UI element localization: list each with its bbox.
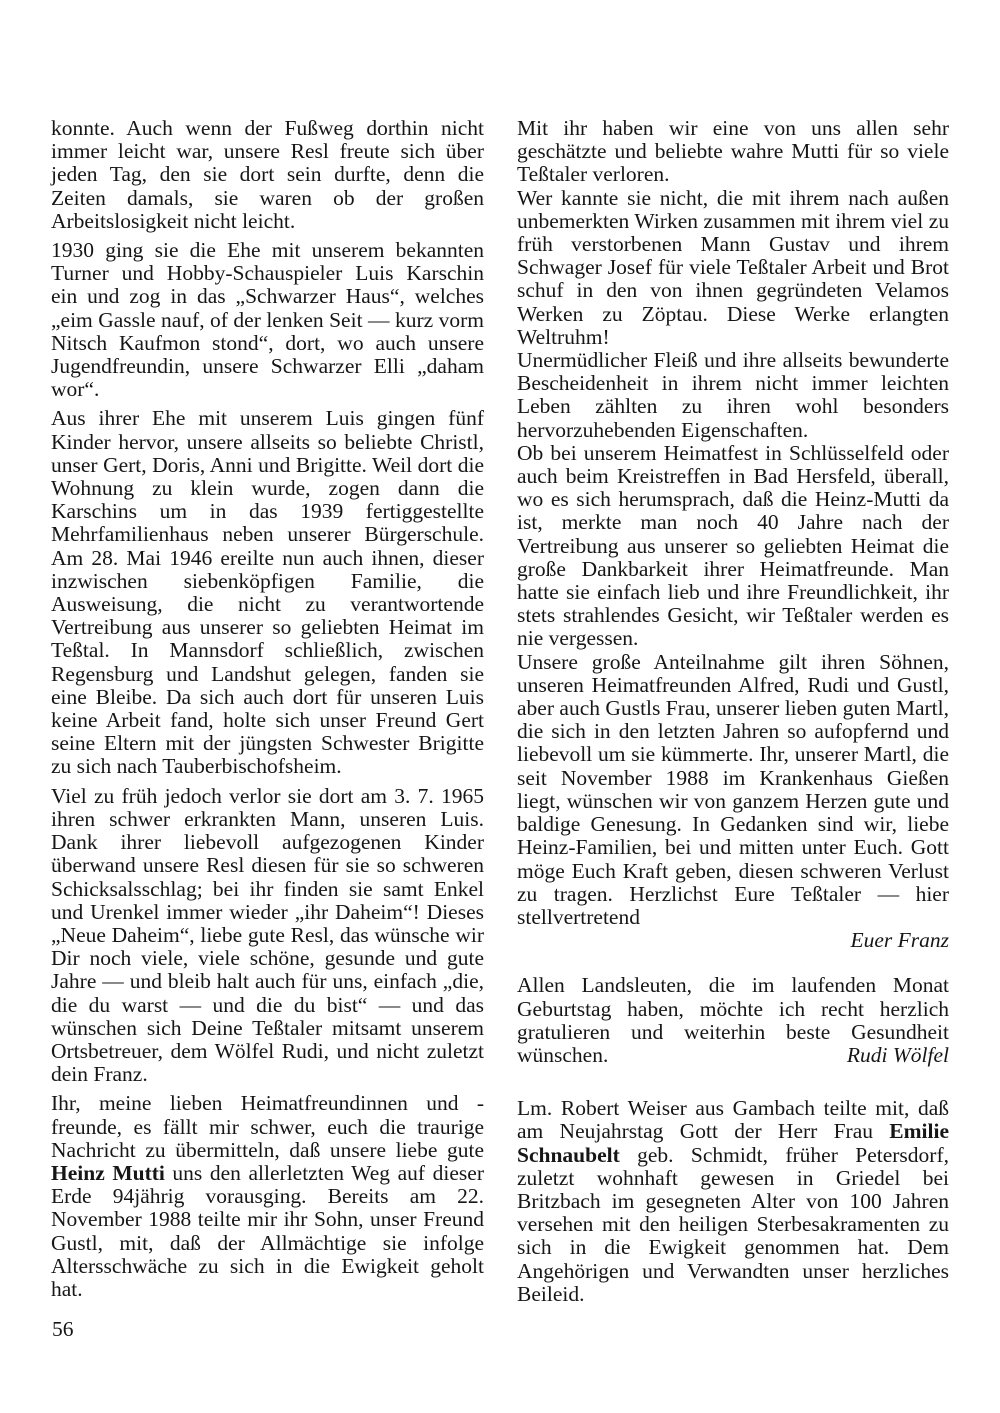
text-run: geb. Schmidt, früher Petersdorf, zuletzt wohnhaft gewesen in Griedel bei Britzbach im gesegneten Alter von 100 Jahren versehen mit den heiligen Sterbesakramenten zu sich in die Ewigkeit genommen hat. Dem Angehörigen und Verwandten unser herzliches Beileid.	[517, 1142, 949, 1306]
paragraph-mutti-verloren	[517, 117, 949, 187]
text-run: Aus ihrer Ehe mit unserem Luis gingen fünf Kinder hervor, unsere allseits so beliebte Christl, unser Gert, Doris, Anni und Brigitte. Weil dort die Wohnung zu klein wurde, zogen dann die Karschins um in das 1939 fertiggestellte Mehrfamilienhaus neben unserer Bürgerschule. Am 28. Mai 1946 ereilte nun auch ihnen, dieser inzwischen siebenköpfigen Familie, die Ausweisung, die nicht zu verantwortende Vertreibung aus unserer so geliebten Heimat im Teßtal. In Mannsdorf schließlich, zwischen Regensburg und Landshut gelegen, fanden sie eine Bleibe. Da sich auch dort für unseren Luis keine Arbeit fand, holte sich unser Freund Gert seine Eltern mit der jüngsten Schwester Brigitte zu sich nach Tauberbischofsheim.	[51, 406, 484, 779]
paragraph-anteilnahme	[517, 651, 949, 929]
text-run: Mit ihr haben wir eine von uns allen sehr geschätzte und beliebte wahre Mutti für so viele Teßtaler verloren.	[517, 116, 949, 187]
paragraph-obituary-schnaubelt	[517, 1097, 949, 1306]
text-run: Unermüdlicher Fleiß und ihre allseits bewunderte Bescheidenheit in ihrem nicht immer leichten Leben zählten zu ihren wohl besonders hervorzuhebenden Eigenschaften.	[517, 348, 949, 442]
text-run: Unsere große Anteilnahme gilt ihren Söhnen, unseren Heimatfreunden Alfred, Rudi und Gustl, aber auch Gustls Frau, unserer lieben guten Martl, die sich in den letzten Jahren so aufopfernd und liebevoll um sie kümmerte. Ihr, unserer Martl, die seit November 1988 im Krankenhaus Gießen liegt, wünschen wir von ganzem Herzen gute und baldige Genesung. In Gedanken sind wir, liebe Heinz-Familien, bei und mitten unter Euch. Gott möge Euch Kraft geben, diesen schweren Verlust zu tragen. Herzlichst Eure Teßtaler — hier stellvertretend	[517, 649, 949, 929]
text-run: Lm. Robert Weiser aus Gambach teilte mit, daß am Neujahrstag Gott der Herr Frau	[517, 1096, 949, 1144]
paragraph-todesnachricht-heinz-mutti	[51, 1092, 484, 1301]
text-run: Viel zu früh jedoch verlor sie dort am 3. 7. 1965 ihren schwer erkrankten Mann, unseren Luis. Dank ihrer liebevoll aufgezogenen Kinder überwand unsere Resl diesen für sie so schweren Schicksalsschlag; bei ihr finden sie samt Enkel und Urenkel immer wieder „ihr Daheim“! Dieses „Neue Daheim“, liebe gute Resl, das wünsche wir Dir noch viele, viele schöne, gesunde und gute Jahre — und bleib halt auch für uns, einfach „die, die du warst — und die du bist“ — und das wünschen sich Deine Teßtaler mitsamt unserem Ortsbetreuer, dem Wölfel Rudi, und nicht zuletzt dein Franz.	[51, 783, 484, 1087]
signature-euer-franz: Euer Franz	[850, 928, 949, 953]
text-run: konnte. Auch wenn der Fußweg dorthin nicht immer leicht war, unsere Resl freute sich über jeden Tag, den sie dort sein durfte, denn die Zeiten damals, sie waren ob der großen Arbeitslosigkeit nicht leicht.	[51, 116, 484, 233]
paragraph-verlust-1965	[51, 785, 484, 1087]
text-run: Allen Landsleuten, die im laufenden Monat Geburtstag haben, möchte ich recht herzlich gratulieren und weiterhin beste Gesundheit wünschen.	[517, 973, 949, 1067]
text-run: Ihr, meine lieben Heimatfreundinnen und -freunde, es fällt mir schwer, euch die traurige Nachricht zu übermitteln, daß unsere liebe gute	[51, 1091, 484, 1162]
paragraph-birthday-greetings	[517, 974, 949, 1067]
paragraph-kinder-vertreibung	[51, 407, 484, 778]
bold-name-text: Emilie Schnaubelt	[517, 1119, 949, 1167]
paragraph-heimatfest	[517, 442, 949, 651]
bold-name-text: Heinz Mutti	[51, 1160, 165, 1185]
signature-rudi-woelfel: Rudi Wölfel	[846, 1042, 949, 1067]
page-number: 56	[52, 1317, 74, 1341]
paragraph-fleiss-bescheidenheit	[517, 349, 949, 442]
left-column	[51, 117, 484, 1301]
text-run: uns den allerletzten Weg auf dieser Erde 94jährig vorausging. Bereits am 22. November 1988 teilte mir ihr Sohn, unser Freund Gustl, mit, daß der Allmächtige sie infolge Altersschwäche zu sich in die Ewigkeit geholt hat.	[51, 1160, 484, 1301]
paragraph-ehe-1930	[51, 239, 484, 401]
text-run: 1930 ging sie die Ehe mit unserem bekannten Turner und Hobby-Schauspieler Luis Karschin ein und zog in das „Schwarzer Haus“, welches „eim Gassle nauf, of der lenken Seit — kurz vorm Nitsch Kaufmon stond“, dort, wo auch unsere Jugendfreundin, unsere Schwarzer Elli „daham wor“.	[51, 238, 484, 402]
text-run: Wer kannte sie nicht, die mit ihrem nach außen unbemerkten Wirken zusammen mit ihrem viel zu früh verstorbenen Mann Gustav und ihrem Schwager Josef für viele Teßtaler Arbeit und Brot schuf in den von ihnen gegründeten Velamos Werken zu Zöptau. Diese Werke erlangten Weltruhm!	[517, 185, 949, 349]
text-run: Ob bei unserem Heimatfest in Schlüsselfeld oder auch beim Kreistreffen in Bad Hersfeld, überall, wo es sich herumsprach, daß die Heinz-Mutti da ist, merkte man noch 40 Jahre nach der Vertreibung aus unserer so geliebten Heimat die große Dankbarkeit ihrer Heimatfreunde. Man hatte sie einfach lieb und ihre Freundlichkeit, ihr stets strahlendes Gesicht, wir Teßtaler werden es nie vergessen.	[517, 440, 949, 651]
paragraph-fussweg	[51, 117, 484, 233]
right-column	[517, 117, 949, 1306]
paragraph-velamos-werke	[517, 187, 949, 349]
